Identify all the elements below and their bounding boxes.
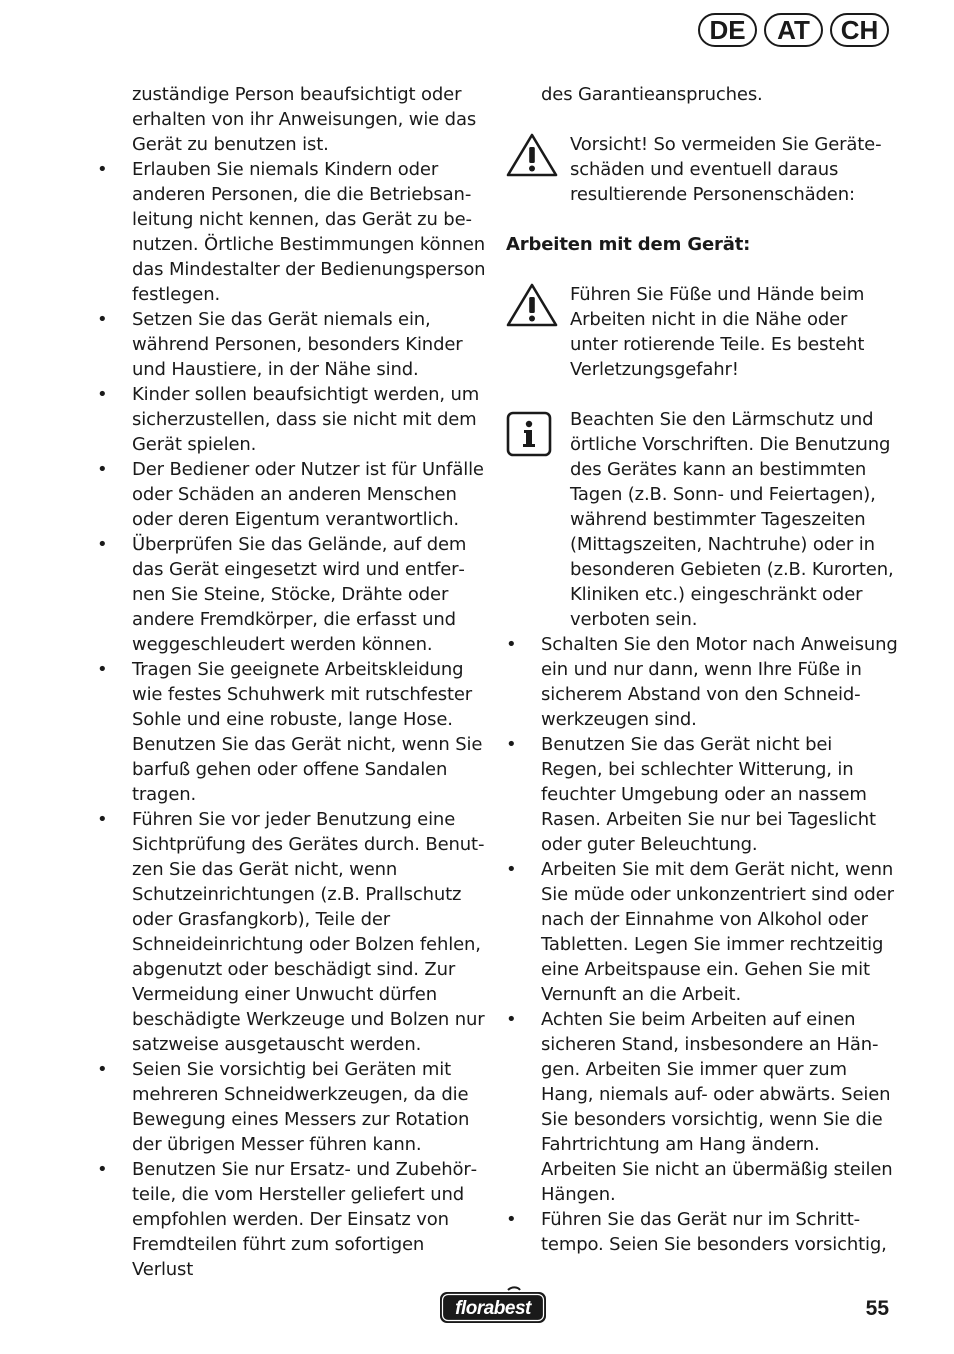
warning-text-damage: Vorsicht! So vermeiden Sie Geräteschäden und eventuell daraus resultierende Personenschäden: xyxy=(570,134,882,205)
brand-wordmark: florabest xyxy=(455,1298,531,1319)
warning-text-injury: Führen Sie Füße und Hände beim Arbeiten nicht in die Nähe oder unter rotierende Teile. Es besteht Verletzungsgefahr! xyxy=(570,284,865,380)
info-text-noise: Beachten Sie den Lärmschutz und örtliche Vorschriften. Die Benutzung des Gerätes kann an bestimmten Tagen (z.B. Sonn- und Feiertagen), während bestimmter Tageszeiten (Mittagszeiten, Nachtruhe) oder in besonderen Gebieten (z.B. Kurorten, Kliniken etc.) eingeschränkt oder verboten sein. xyxy=(570,409,894,630)
list-item: • Führen Sie das Gerät nur im Schritttempo. Seien Sie besonders vorsichtig, xyxy=(506,1207,898,1257)
warning-notice-injury xyxy=(506,282,898,382)
list-item: • Seien Sie vorsichtig bei Geräten mit mehreren Schneidwerkzeugen, da die Bewegung eines Messers zur Rotation der übrigen Messer führen kann. xyxy=(97,1057,489,1157)
badge-de: DE xyxy=(698,13,757,47)
right-column xyxy=(506,82,898,1257)
right-continuation-text: des Garantieanspruches. xyxy=(541,84,763,105)
warning-triangle-icon xyxy=(506,282,570,328)
left-column xyxy=(97,82,489,1282)
list-item: • Tragen Sie geeignete Arbeitskleidung wie festes Schuhwerk mit rutschfester Sohle und eine robuste, lange Hose. Benutzen Sie das Gerät nicht, wenn Sie barfuß gehen oder offene Sandalen tragen. xyxy=(97,657,489,807)
left-intro-text: zuständige Person beaufsichtigt oder erhalten von ihr Anweisungen, wie das Gerät zu benutzen ist. xyxy=(132,84,477,155)
list-item: • Benutzen Sie das Gerät nicht bei Regen, bei schlechter Witterung, in feuchter Umgebung oder an nassem Rasen. Arbeiten Sie nur bei Tageslicht oder guter Beleuchtung. xyxy=(506,732,898,857)
list-item: • Erlauben Sie niemals Kindern oder anderen Personen, die die Betriebsanleitung nicht kennen, das Gerät zu benutzen. Örtliche Bestimmungen können das Mindestalter der Bedienungsperson festlegen. xyxy=(97,157,489,307)
list-item: • Der Bediener oder Nutzer ist für Unfälle oder Schäden an anderen Menschen oder deren Eigentum verantwortlich. xyxy=(97,457,489,532)
language-badges xyxy=(698,13,889,47)
left-bullet-list xyxy=(97,157,489,1282)
badge-at: AT xyxy=(764,13,823,47)
list-item: • Arbeiten Sie mit dem Gerät nicht, wenn Sie müde oder unkonzentriert sind oder nach der Einnahme von Alkohol oder Tabletten. Legen Sie immer rechtzeitig eine Arbeitspause ein. Gehen Sie mit Vernunft an die Arbeit. xyxy=(506,857,898,1007)
list-item: • Setzen Sie das Gerät niemals ein, während Personen, besonders Kinder und Haustiere, in der Nähe sind. xyxy=(97,307,489,382)
section-heading-working: Arbeiten mit dem Gerät: xyxy=(506,234,751,255)
warning-notice-damage xyxy=(506,132,898,207)
page-number: 55 xyxy=(865,1297,889,1320)
florabest-logo xyxy=(438,1286,548,1326)
list-item: • Benutzen Sie nur Ersatz- und Zubehörteile, die vom Hersteller geliefert und empfohlen werden. Der Einsatz von Fremdteilen führt zum sofortigen Verlust xyxy=(97,1157,489,1282)
list-item: • Achten Sie beim Arbeiten auf einen sicheren Stand, insbesondere an Hängen. Arbeiten Sie immer quer zum Hang, niemals auf- oder abwärts. Seien Sie besonders vorsichtig, wenn Sie die Fahrtrichtung am Hang ändern. Arbeiten Sie nicht an übermäßig steilen Hängen. xyxy=(506,1007,898,1207)
warning-triangle-icon xyxy=(506,132,570,178)
info-icon xyxy=(506,407,570,457)
list-item: • Führen Sie vor jeder Benutzung eine Sichtprüfung des Gerätes durch. Benutzen Sie das Gerät nicht, wenn Schutzeinrichtungen (z.B. Prallschutz oder Grasfangkorb), Teile der Schneideinrichtung oder Bolzen fehlen, abgenutzt oder beschädigt sind. Zur Vermeidung einer Unwucht dürfen beschädigte Werkzeuge und Bolzen nur satzweise ausgetauscht werden. xyxy=(97,807,489,1057)
list-item: • Schalten Sie den Motor nach Anweisung ein und nur dann, wenn Ihre Füße in sicherem Abstand von den Schneidwerkzeugen sind. xyxy=(506,632,898,732)
right-bullet-list xyxy=(506,632,898,1257)
list-item: • Überprüfen Sie das Gelände, auf dem das Gerät eingesetzt wird und entfernen Sie Steine, Stöcke, Drähte oder andere Fremdkörper, die erfasst und weggeschleudert werden können. xyxy=(97,532,489,657)
info-notice-noise xyxy=(506,407,898,632)
list-item: • Kinder sollen beaufsichtigt werden, um sicherzustellen, dass sie nicht mit dem Gerät spielen. xyxy=(97,382,489,457)
badge-ch: CH xyxy=(830,13,889,47)
